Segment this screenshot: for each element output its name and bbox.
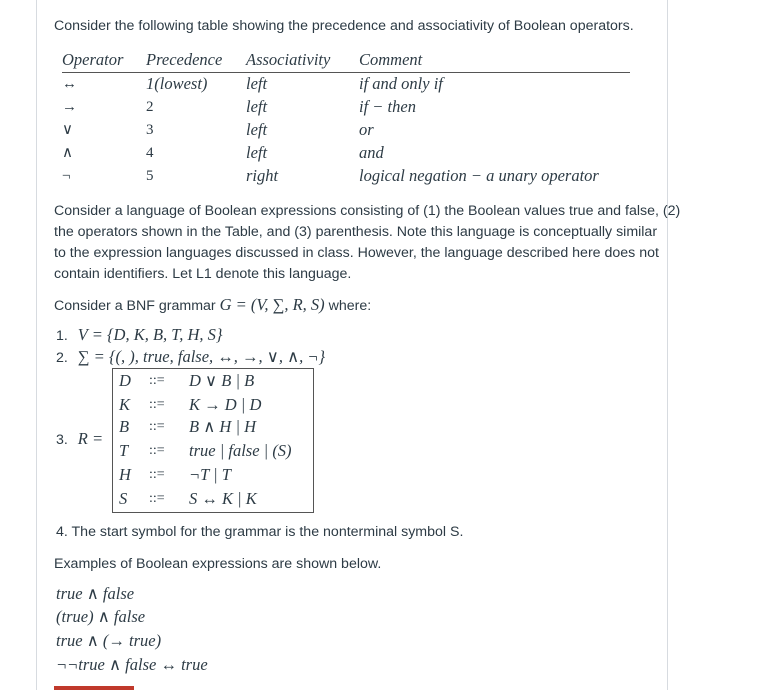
rule-sep: ::= [149, 491, 165, 506]
row-associativity: left [246, 97, 268, 116]
row-comment: if − then [359, 97, 416, 116]
production-rule [113, 393, 313, 417]
rule-rhs: S ↔ K | K [189, 489, 257, 508]
list-number: 3. [56, 432, 68, 448]
rule-sep: ::= [149, 443, 165, 458]
production-rule [113, 441, 313, 465]
row-precedence: 5 [146, 168, 154, 184]
bnf-intro-math: G = (V, ∑, R, S) [219, 295, 325, 314]
rule-rhs: ¬T | T [189, 465, 231, 484]
bnf-intro-text: Consider a BNF grammar [54, 298, 216, 314]
bnf-intro-tail: where: [328, 298, 372, 314]
rule-lhs: B [119, 417, 130, 436]
production-rules-box [112, 368, 314, 513]
list-item-vars [56, 324, 223, 347]
example-expression: (true) ∧ false [56, 607, 146, 626]
row-comment: or [359, 120, 374, 139]
row-operator: ∨ [62, 122, 73, 138]
row-operator: → [62, 99, 77, 115]
rule-sep: ::= [149, 419, 165, 434]
rule-rhs: K → D | D [189, 395, 262, 414]
list-item-start-symbol: 4. The start symbol for the grammar is the nonterminal symbol S. [56, 524, 464, 540]
header-precedence: Precedence [146, 50, 223, 69]
row-precedence: 1(lowest) [146, 74, 208, 93]
examples-intro: Examples of Boolean expressions are shown below. [54, 556, 382, 572]
row-precedence: 4 [146, 145, 154, 161]
rule-rhs: true | false | (S) [189, 441, 292, 460]
rule-lhs: H [119, 465, 131, 484]
truncated-heading-fragment [54, 686, 134, 690]
production-rule [113, 369, 313, 393]
header-comment: Comment [359, 50, 423, 69]
row-comment: and [359, 143, 384, 162]
list-number: 2. [56, 350, 68, 366]
language-para-line: Consider a language of Boolean expressions consisting of (1) the Boolean values true and false, (2) [54, 203, 681, 219]
rule-sep: ::= [149, 397, 165, 412]
rule-sep: ::= [149, 467, 165, 482]
row-associativity: right [246, 166, 279, 185]
list-number: 1. [56, 328, 68, 344]
row-operator: ∧ [62, 145, 73, 161]
language-para-line: the operators shown in the Table, and (3) parenthesis. Note this language is conceptually similar [54, 224, 658, 240]
rule-rhs: B ∧ H | H [189, 417, 257, 436]
intro-text: Consider the following table showing the precedence and associativity of Boolean operators. [54, 18, 634, 34]
rule-lhs: T [119, 441, 129, 460]
variables-set: V = {D, K, B, T, H, S} [77, 325, 223, 344]
row-operator: ↔ [62, 76, 77, 92]
rule-lhs: D [119, 371, 131, 390]
row-operator: ¬ [62, 168, 71, 184]
production-rule [113, 417, 313, 441]
list-item-terminals [56, 346, 325, 369]
rule-lhs: S [119, 489, 128, 508]
terminals-set: ∑ = {(, ), true, false, ↔, →, ∨, ∧, ¬} [77, 347, 326, 366]
row-comment: logical negation − a unary operator [359, 166, 599, 185]
production-rule [113, 489, 313, 513]
row-associativity: left [246, 74, 268, 93]
language-para-line: to the expression languages discussed in class. However, the language described here does not [54, 245, 659, 261]
row-associativity: left [246, 120, 268, 139]
language-para-line: contain identifiers. Let L1 denote this language. [54, 266, 352, 282]
row-comment: if and only if [359, 74, 443, 93]
example-expression: true ∧ false [56, 584, 135, 603]
rule-lhs: K [119, 395, 131, 414]
bnf-intro [54, 294, 371, 317]
header-operator: Operator [62, 50, 124, 69]
rule-sep: ::= [149, 373, 165, 388]
example-expression: true ∧ (→ true) [56, 631, 162, 650]
row-precedence: 2 [146, 99, 154, 115]
table-header [62, 50, 630, 73]
list-item-rules [56, 428, 103, 451]
row-precedence: 3 [146, 122, 154, 138]
row-associativity: left [246, 143, 268, 162]
production-rule [113, 465, 313, 489]
example-expression: ¬¬true ∧ false ↔ true [56, 655, 208, 674]
rule-rhs: D ∨ B | B [189, 371, 255, 390]
header-associativity: Associativity [246, 50, 331, 69]
rules-label: R = [77, 429, 104, 448]
